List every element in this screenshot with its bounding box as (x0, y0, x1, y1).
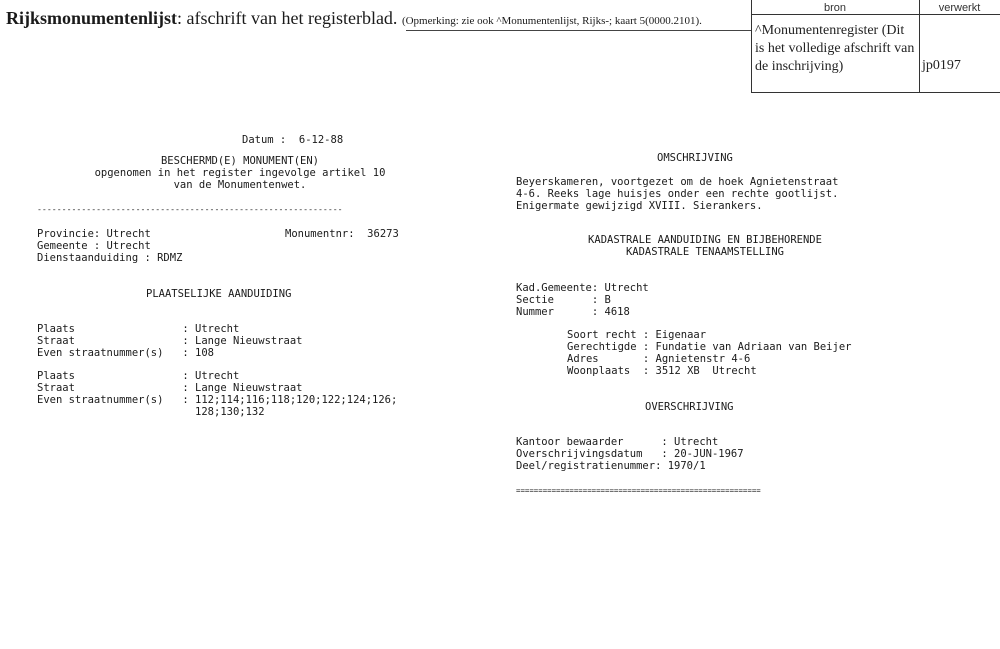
header-rule (406, 30, 752, 31)
document-code: jp0197 (922, 58, 961, 73)
omschrijving-heading: OMSCHRIJVING (657, 152, 733, 164)
overschrijving-block: Kantoor bewaarder : Utrecht Overschrijvingsdatum : 20-JUN-1967 Deel/registratienummer: 1970/1 (516, 436, 744, 472)
bron-label: bron (823, 2, 847, 14)
title-bold: Rijksmonumentenlijst (6, 8, 178, 28)
eigenaar-block: Soort recht : Eigenaar Gerechtigde : Fundatie van Adriaan van Beijer Adres : Agnietenstr 4-6 Woonplaats : 3512 XB Utrecht (567, 329, 852, 377)
opgenomen-line: opgenomen in het register ingevolge artikel 10 (94, 167, 386, 179)
gemeente: Gemeente : Utrecht (37, 240, 151, 252)
bron-text: ^Monumentenregister (Dit is het volledige afschrift van de inschrijving) (755, 23, 915, 74)
equals-rule: ======================================================= (516, 486, 761, 495)
title-note: (Opmerking: zie ook ^Monumentenlijst, Rijks-; kaart 5(0000.2101). (401, 15, 702, 27)
kadastraal-heading-1: KADASTRALE AANDUIDING EN BIJBEHORENDE (588, 234, 822, 246)
document-title (6, 8, 702, 29)
address-block-2: Plaats : Utrecht Straat : Lange Nieuwstraat Even straatnummer(s) : 112;114;116;118;120;122;124;126; 128;130;132 (37, 370, 398, 418)
title-rest: : afschrift van het registerblad. (177, 8, 398, 28)
monumentnr: Monumentnr: 36273 (285, 228, 399, 240)
kadastraal-heading-2: KADASTRALE TENAAMSTELLING (625, 246, 785, 258)
kadastraal-block: Kad.Gemeente: Utrecht Sectie : B Nummer : 4618 (516, 282, 649, 318)
wet-line: van de Monumentenwet. (173, 179, 307, 191)
left-dash-rule: -------------------------------------------------------------- (37, 204, 343, 214)
overschrijving-heading: OVERSCHRIJVING (645, 401, 734, 413)
omschrijving-text: Beyerskameren, voortgezet om de hoek Agnietenstraat 4-6. Reeks lage huisjes onder een rechte gootlijst. Enigermate gewijzigd XVIII. Sierankers. (516, 176, 839, 212)
provincie: Provincie: Utrecht (37, 228, 151, 240)
address-block-1: Plaats : Utrecht Straat : Lange Nieuwstraat Even straatnummer(s) : 108 (37, 323, 303, 359)
dienstaanduiding: Dienstaanduiding : RDMZ (37, 252, 183, 264)
datum: Datum : 6-12-88 (242, 134, 344, 146)
beschermd-heading: BESCHERMD(E) MONUMENT(EN) (160, 155, 320, 167)
header-subrule (751, 14, 1000, 15)
verwerkt-label: verwerkt (938, 2, 981, 14)
plaatselijke-heading: PLAATSELIJKE AANDUIDING (146, 288, 292, 300)
